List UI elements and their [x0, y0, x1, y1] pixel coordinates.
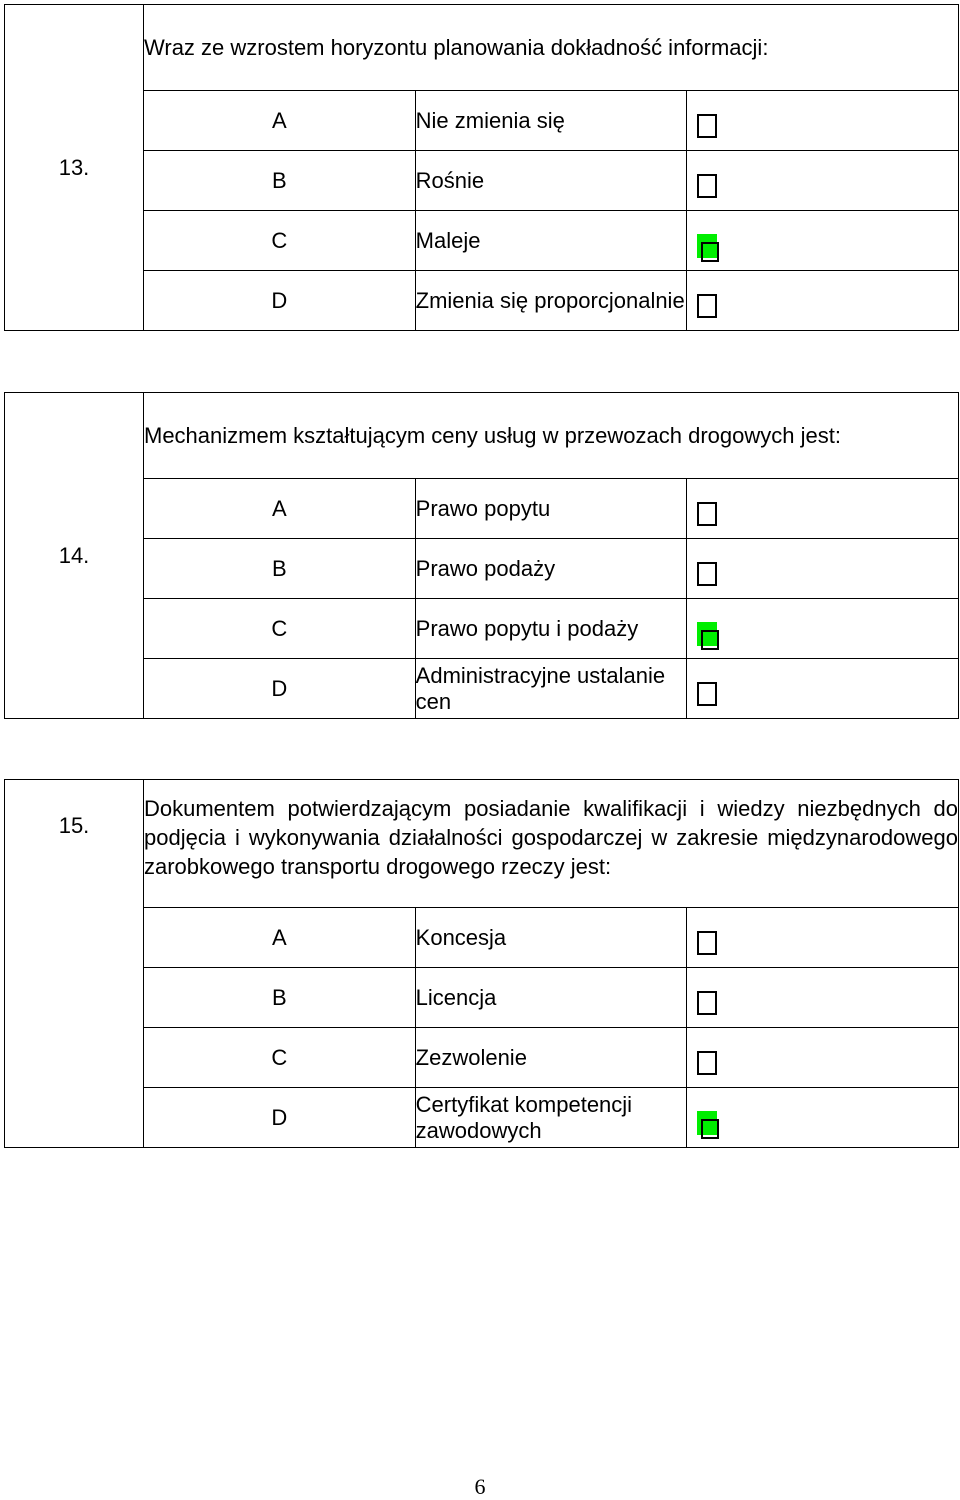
question-text: Dokumentem potwierdzającym posiadanie kwalifikacji i wiedzy niezbędnych do podjęcia i wykonywania działalności gospodarczej w zakresie międzynarodowego zarobkowego transportu drogowego rzeczy jest: — [144, 780, 959, 908]
answer-checkbox[interactable] — [697, 622, 717, 646]
question-text: Mechanizmem kształtującym ceny usług w przewozach drogowych jest: — [144, 393, 959, 479]
answer-checkbox[interactable] — [697, 294, 717, 318]
option-text: Zmienia się proporcjonalnie — [415, 271, 687, 331]
answer-option — [5, 479, 959, 539]
question-number: 13. — [5, 5, 144, 331]
answer-option — [5, 1028, 959, 1088]
option-text: Nie zmienia się — [415, 91, 687, 151]
question-13 — [4, 4, 959, 331]
option-letter: C — [144, 211, 416, 271]
option-text: Maleje — [415, 211, 687, 271]
option-text: Koncesja — [415, 908, 687, 968]
option-text: Zezwolenie — [415, 1028, 687, 1088]
option-letter: C — [144, 599, 416, 659]
answer-option — [5, 151, 959, 211]
answer-checkbox[interactable] — [697, 174, 717, 198]
answer-checkbox[interactable] — [697, 234, 717, 258]
answer-checkbox[interactable] — [697, 931, 717, 955]
option-text: Certyfikat kompetencji zawodowych — [415, 1088, 687, 1148]
answer-option — [5, 908, 959, 968]
answer-checkbox[interactable] — [697, 562, 717, 586]
answer-option — [5, 271, 959, 331]
answer-checkbox[interactable] — [697, 502, 717, 526]
question-14 — [4, 392, 959, 719]
answer-checkbox[interactable] — [697, 682, 717, 706]
option-text: Rośnie — [415, 151, 687, 211]
option-letter: D — [144, 271, 416, 331]
question-number: 14. — [5, 393, 144, 719]
page-number: 6 — [474, 1474, 486, 1499]
option-letter: A — [144, 91, 416, 151]
option-text: Prawo popytu i podaży — [415, 599, 687, 659]
answer-checkbox[interactable] — [697, 114, 717, 138]
option-letter: B — [144, 968, 416, 1028]
answer-option — [5, 968, 959, 1028]
option-text: Administracyjne ustalanie cen — [415, 659, 687, 719]
option-letter: A — [144, 908, 416, 968]
option-text: Prawo podaży — [415, 539, 687, 599]
answer-option — [5, 539, 959, 599]
option-letter: A — [144, 479, 416, 539]
answer-checkbox[interactable] — [697, 1051, 717, 1075]
option-letter: B — [144, 151, 416, 211]
option-text: Licencja — [415, 968, 687, 1028]
answer-option — [5, 659, 959, 719]
option-text: Prawo popytu — [415, 479, 687, 539]
answer-option — [5, 211, 959, 271]
answer-option — [5, 91, 959, 151]
answer-checkbox[interactable] — [697, 1111, 717, 1135]
option-letter: C — [144, 1028, 416, 1088]
question-15 — [4, 779, 959, 1148]
question-text: Wraz ze wzrostem horyzontu planowania dokładność informacji: — [144, 5, 959, 91]
answer-option — [5, 599, 959, 659]
option-letter: D — [144, 1088, 416, 1148]
answer-checkbox[interactable] — [697, 991, 717, 1015]
answer-option — [5, 1088, 959, 1148]
option-letter: B — [144, 539, 416, 599]
question-number: 15. — [5, 780, 144, 1148]
option-letter: D — [144, 659, 416, 719]
